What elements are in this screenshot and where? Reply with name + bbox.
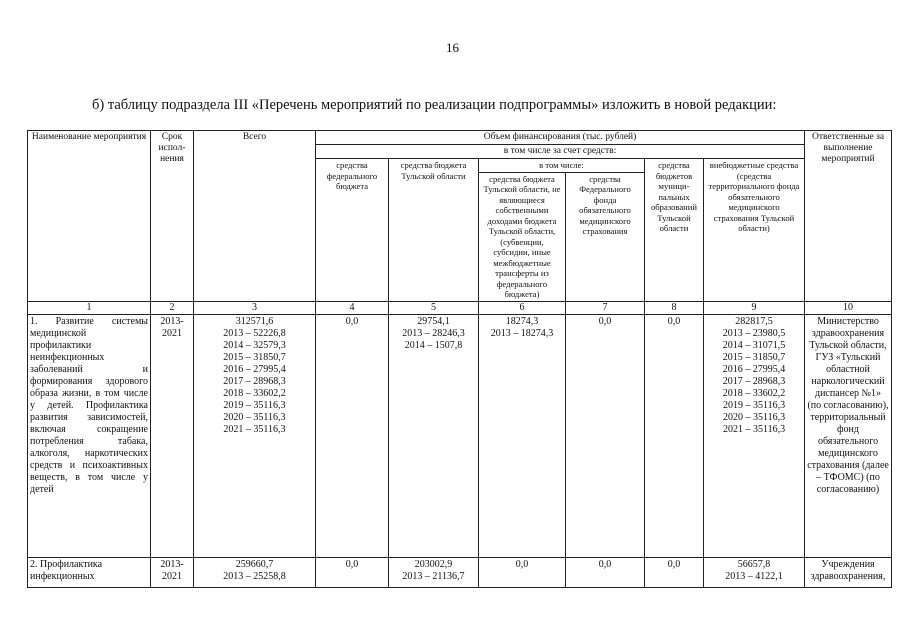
table-row — [28, 314, 892, 557]
column-numbers-row — [28, 301, 892, 314]
cell-line: 2013 – 23980,5 — [722, 327, 786, 339]
cell-line: 2018 – 33602,2 — [722, 387, 786, 399]
column-number: 5 — [389, 301, 479, 314]
header-federal: средства федерального бюджета — [316, 159, 389, 302]
cell-line: 259660,7 — [235, 558, 274, 570]
cell-line: 203002,9 — [414, 558, 453, 570]
cell-line: 282817,5 — [735, 315, 773, 327]
cell-line: 2018 – 33602,2 — [223, 387, 286, 399]
cell-line: 2020 – 35116,3 — [223, 411, 286, 423]
column-number: 1 — [28, 301, 151, 314]
column-number: 2 — [151, 301, 194, 314]
cell-line: 2021 – 35116,3 — [223, 423, 286, 435]
row1-federal: 0,0 — [316, 314, 389, 557]
cell-line: 2019 – 35116,3 — [722, 399, 786, 411]
cell-line: 2013 – 18274,3 — [490, 327, 554, 339]
row2-name: 2. Профилактика инфекционных — [28, 557, 151, 587]
section-heading: б) таблицу подраздела III «Перечень мероприятий по реализации подпрограммы» изложить в новой редакции: — [92, 97, 777, 113]
cell-line: 2013 – 21136,7 — [402, 570, 465, 582]
row1-ffoms: 0,0 — [566, 314, 645, 557]
column-number: 10 — [805, 301, 892, 314]
header-ffoms: средства Федерального фонда обязательного медицинского страхования — [566, 172, 645, 301]
cell-line: 2017 – 28968,3 — [223, 375, 286, 387]
header-municipal: средства бюджетов муници-пальных образований Тульской области — [645, 159, 704, 302]
row1-responsible: Министерство здравоохранения Тульской области, ГУЗ «Тульский областной наркологический диспансер №1» (по согласованию), территориальный фонд обязательного медицинского страхования (далее – ТФОМС) (по согласованию) — [805, 314, 892, 557]
row1-regional-own — [479, 314, 566, 557]
row1-extrabudget — [704, 314, 805, 557]
row2-total — [194, 557, 316, 587]
header-responsible: Ответственные за выполнение мероприятий — [805, 131, 892, 302]
header-including-sources: в том числе за счет средств: — [316, 145, 805, 159]
cell-line: 2013 – 52226,8 — [223, 327, 286, 339]
row2-responsible: Учреждения здравоохранения, — [805, 557, 892, 587]
cell-line: 312571,6 — [235, 315, 274, 327]
header-volume: Объем финансирования (тыс. рублей) — [316, 131, 805, 145]
row2-municipal: 0,0 — [645, 557, 704, 587]
row2-ffoms: 0,0 — [566, 557, 645, 587]
column-number: 4 — [316, 301, 389, 314]
cell-line: 2017 – 28968,3 — [722, 375, 786, 387]
cell-line: 2020 – 35116,3 — [722, 411, 786, 423]
cell-line: 2016 – 27995,4 — [223, 363, 286, 375]
cell-line: 2015 – 31850,7 — [722, 351, 786, 363]
cell-line: 2014 – 31071,5 — [722, 339, 786, 351]
header-regional: средства бюджета Тульской области — [389, 159, 479, 302]
header-name: Наименование мероприятия — [28, 131, 151, 302]
cell-line: 2015 – 31850,7 — [223, 351, 286, 363]
page-number: 16 — [446, 40, 459, 55]
cell-line: 2014 – 1507,8 — [404, 339, 463, 351]
column-number: 8 — [645, 301, 704, 314]
row1-name: 1. Развитие системы медицинской профилактики неинфекционных заболеваний и формирования здорового образа жизни, в том числе у детей. Профилактика развития зависимостей, включая сокращение потребления табака, алкоголя, наркотических средств и психоактивных веществ, в том числе у детей — [28, 314, 151, 557]
cell-line: 2014 – 32579,3 — [223, 339, 286, 351]
column-number: 9 — [704, 301, 805, 314]
measures-table — [27, 130, 892, 588]
row1-total — [194, 314, 316, 557]
cell-line: 2013 – 25258,8 — [223, 570, 286, 582]
cell-line: 29754,1 — [417, 315, 450, 327]
header-term: Срок испол-нения — [151, 131, 194, 302]
cell-line: 2013 – 4122,1 — [725, 570, 783, 582]
row1-municipal: 0,0 — [645, 314, 704, 557]
table-row — [28, 557, 892, 587]
cell-line: 2016 – 27995,4 — [722, 363, 786, 375]
row2-extrabudget — [704, 557, 805, 587]
cell-line: 56657,8 — [737, 558, 771, 570]
row2-federal: 0,0 — [316, 557, 389, 587]
header-total: Всего — [194, 131, 316, 302]
column-number: 7 — [566, 301, 645, 314]
header-regional-own: средства бюджета Тульской области, не являющиеся собственными доходами бюджета Тульской области, (субвенции, субсидии, иные межбюджетные трансферты из федерального бюджета) — [479, 172, 566, 301]
cell-line: 2019 – 35116,3 — [223, 399, 286, 411]
cell-line: 18274,3 — [505, 315, 539, 327]
column-number: 3 — [194, 301, 316, 314]
column-number: 6 — [479, 301, 566, 314]
cell-line: 2021 – 35116,3 — [722, 423, 786, 435]
header-extrabudget: внебюджетные средства (средства территориального фонда обязательного медицинского страхования Тульской области) — [704, 159, 805, 302]
row1-regional — [389, 314, 479, 557]
cell-line: 2013 – 28246,3 — [402, 327, 465, 339]
row1-term: 2013-2021 — [151, 314, 194, 557]
row2-term: 2013-2021 — [151, 557, 194, 587]
header-including: в том числе: — [479, 159, 645, 173]
row2-regional-own: 0,0 — [479, 557, 566, 587]
row2-regional — [389, 557, 479, 587]
